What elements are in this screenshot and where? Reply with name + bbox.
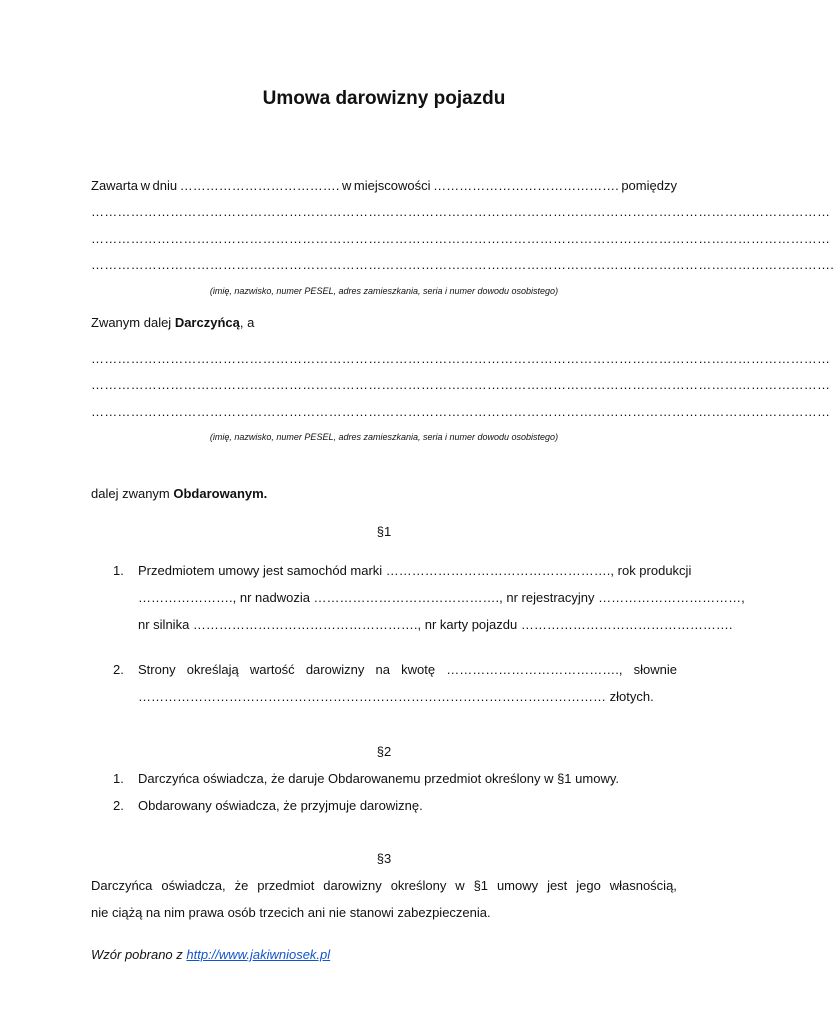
section-3-word: własnością, [609, 878, 677, 893]
section-2-item-2: Obdarowany oświadcza, że przyjmuje darowiznę. [138, 798, 423, 813]
list-number: 1. [113, 563, 124, 578]
value-word: słownie [633, 662, 677, 677]
recipient-role-prefix: dalej zwanym [91, 486, 174, 501]
intro-word: miejscowości [353, 178, 431, 193]
value-word: Strony [138, 662, 176, 677]
section-3-word: w [455, 878, 465, 893]
section-2-heading: §2 [376, 744, 392, 759]
amount-blank: …………………………………., [446, 662, 623, 677]
value-line-1 [138, 662, 677, 677]
list-number: 2. [113, 662, 124, 677]
section-3-word: umowy [496, 878, 539, 893]
section-3-line-1 [91, 878, 677, 893]
source-footer [91, 947, 330, 962]
vehicle-line-1: Przedmiotem umowy jest samochód marki ……………………………………………., rok produkcji [138, 563, 692, 578]
value-line-2: ……………………………………………………………………………………………… złotych. [138, 689, 654, 704]
value-word: określają [186, 662, 239, 677]
section-3-word: określony [390, 878, 447, 893]
list-number: 1. [113, 771, 124, 786]
section-3-word: jego [576, 878, 601, 893]
value-word: kwotę [401, 662, 436, 677]
document-title: Umowa darowizny pojazdu [262, 88, 506, 109]
section-3-word: §1 [473, 878, 489, 893]
donor-role-suffix: , a [239, 315, 255, 330]
donor-blank-line-1: …………………………………………………………………………………………………………………………………………………… [91, 204, 831, 219]
intro-line [91, 178, 677, 193]
section-3-word: jest [547, 878, 568, 893]
place-blank: ……………………………………. [433, 178, 619, 193]
section-3-heading: §3 [376, 851, 392, 866]
section-3-word: przedmiot [257, 878, 315, 893]
donor-role: Darczyńcą [174, 315, 240, 330]
intro-word: pomiędzy [621, 178, 677, 193]
donor-role-line [91, 315, 254, 330]
date-blank: ………………………………. [179, 178, 340, 193]
value-word: wartość [249, 662, 295, 677]
section-2-item-1: Darczyńca oświadcza, że daruje Obdarowanemu przedmiot określony w §1 umowy. [138, 771, 619, 786]
section-1-heading: §1 [376, 524, 392, 539]
intro-word: dniu [152, 178, 178, 193]
section-3-word: oświadcza, [161, 878, 226, 893]
section-3-word: Darczyńca [91, 878, 153, 893]
section-3-word: darowizny [323, 878, 382, 893]
recipient-blank-line-2: …………………………………………………………………………………………………………………………………………………… [91, 377, 831, 392]
source-link[interactable]: http://www.jakiwniosek.pl [186, 947, 331, 962]
recipient-blank-line-1: …………………………………………………………………………………………………………………………………………………… [91, 351, 831, 366]
donor-role-prefix: Zwanym dalej [91, 315, 175, 330]
source-prefix: Wzór pobrano z [91, 947, 187, 962]
intro-word: w [140, 178, 150, 193]
section-3-word: że [234, 878, 249, 893]
recipient-role-line [91, 486, 267, 501]
donor-blank-line-3: ……………………………………………………………………………………………………………………………………………………. [91, 257, 834, 272]
section-3-line-2: nie ciążą na nim prawa osób trzecich ani nie stanowi zabezpieczenia. [91, 905, 491, 920]
vehicle-line-3: nr silnika ……………………………………………., nr karty pojazdu …………………………………………. [138, 617, 733, 632]
intro-word: w [341, 178, 352, 193]
value-word: darowizny [305, 662, 365, 677]
list-number: 2. [113, 798, 124, 813]
recipient-fields-note: (imię, nazwisko, numer PESEL, adres zamieszkania, seria i numer dowodu osobistego) [209, 432, 559, 442]
vehicle-line-2: …………………., nr nadwozia ……………………………………., nr rejestracyjny ……………………………, [138, 590, 745, 605]
recipient-blank-line-3: …………………………………………………………………………………………………………………………………………………… [91, 404, 831, 419]
donor-blank-line-2: …………………………………………………………………………………………………………………………………………………… [91, 231, 831, 246]
donor-fields-note: (imię, nazwisko, numer PESEL, adres zamieszkania, seria i numer dowodu osobistego) [209, 286, 559, 296]
value-word: na [375, 662, 390, 677]
recipient-role: Obdarowanym. [173, 486, 268, 501]
intro-word: Zawarta [91, 178, 138, 193]
